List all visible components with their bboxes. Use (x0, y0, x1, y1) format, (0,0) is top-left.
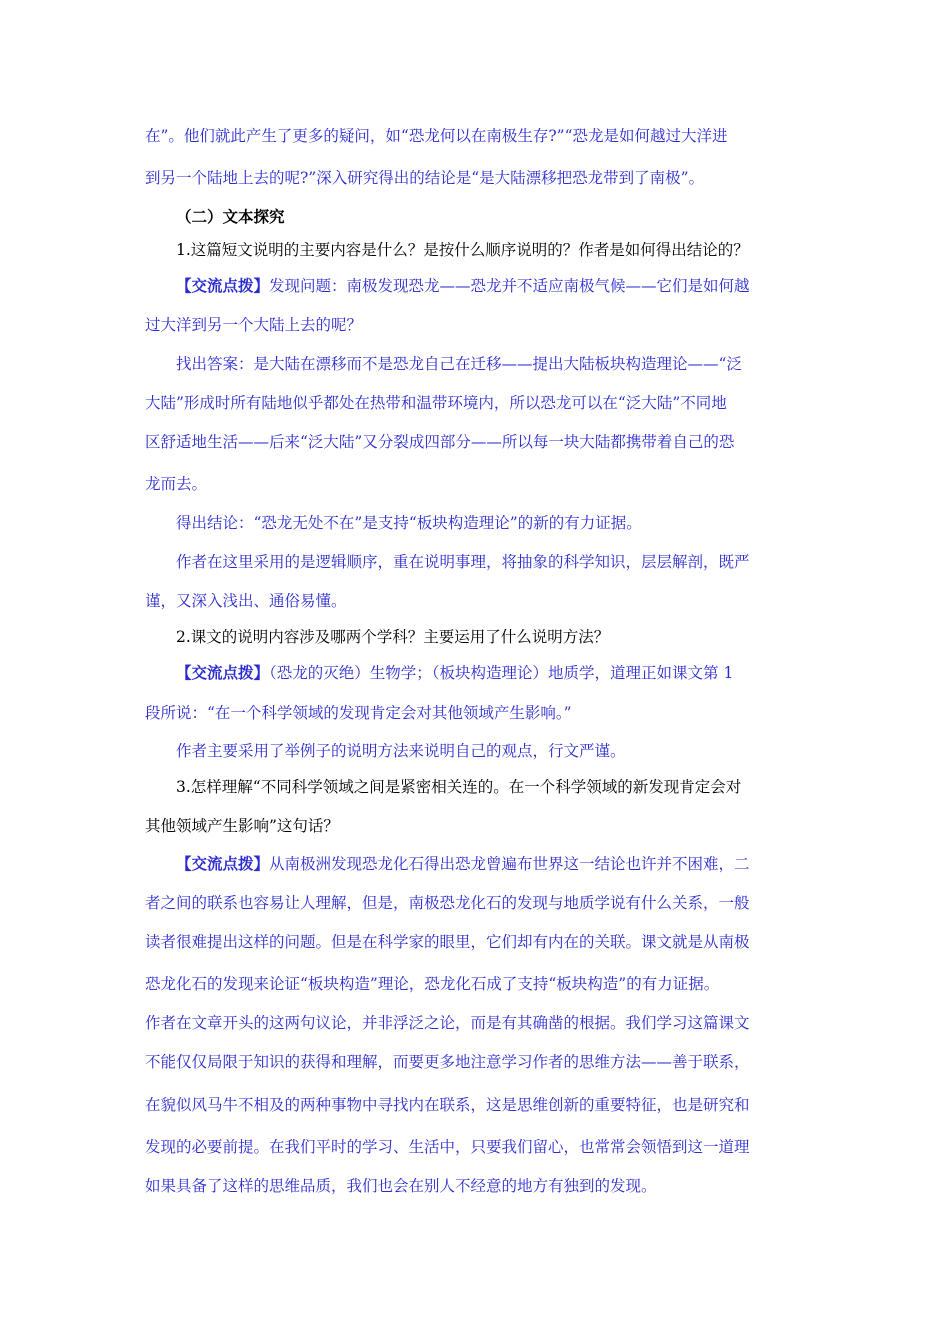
paragraph-line: 作者在文章开头的这两句议论，并非浮泛之论，而是有其确凿的根据。我们学习这篇课文 (145, 1014, 750, 1032)
answer-text: 发现问题：南极发现恐龙——恐龙并不适应南极气候——它们是如何越 (269, 277, 750, 295)
paragraph-line: 如果具备了这样的思维品质，我们也会在别人不经意的地方有独到的发现。 (145, 1177, 657, 1195)
question-2: 2.课文的说明内容涉及哪两个学科？主要运用了什么说明方法？ (176, 628, 610, 646)
paragraph-line: 龙而去。 (145, 475, 208, 493)
exchange-tip-label: 【交流点拨】 (176, 663, 270, 682)
answer-1-first-line (176, 276, 750, 296)
paragraph-line: 过大洋到另一个大陆上去的呢？ (145, 316, 363, 334)
paragraph-line: 不能仅仅局限于知识的获得和理解，而要更多地注意学习作者的思维方法——善于联系， (145, 1053, 750, 1071)
paragraph-line: 作者主要采用了举例子的说明方法来说明自己的观点，行文严谨。 (176, 742, 626, 760)
paragraph-line: 找出答案：是大陆在漂移而不是恐龙自己在迁移——提出大陆板块构造理论——“泛 (176, 355, 742, 373)
exchange-tip-label: 【交流点拨】 (176, 276, 270, 295)
section-heading: （二）文本探究 (176, 207, 285, 226)
paragraph-line: 作者在这里采用的是逻辑顺序，重在说明事理，将抽象的科学知识，层层解剖，既严 (176, 553, 750, 571)
paragraph-line: 在”。他们就此产生了更多的疑问，如“恐龙何以在南极生存?”“恐龙是如何越过大洋进 (145, 127, 728, 145)
question-3-line: 其他领域产生影响”这句话？ (145, 817, 339, 835)
exchange-tip-label: 【交流点拨】 (176, 854, 270, 873)
paragraph-line: 得出结论：“恐龙无处不在”是支持“板块构造理论”的新的有力证据。 (176, 514, 642, 532)
paragraph-line: 到另一个陆地上去的呢?”深入研究得出的结论是“是大陆漂移把恐龙带到了南极”。 (145, 169, 705, 187)
paragraph-line: 谨，又深入浅出、通俗易懂。 (145, 592, 347, 610)
answer-3-first-line (176, 854, 750, 874)
question-3: 3.怎样理解“不同科学领域之间是紧密相关连的。在一个科学领域的新发现肯定会对 (176, 778, 742, 796)
paragraph-line: 段所说：“在一个科学领域的发现肯定会对其他领域产生影响。” (145, 704, 572, 722)
question-1: 1.这篇短文说明的主要内容是什么？是按什么顺序说明的？作者是如何得出结论的？ (176, 241, 749, 259)
answer-text: 从南极洲发现恐龙化石得出恐龙曾遍布世界这一结论也许并不困难，二 (269, 855, 750, 873)
paragraph-line: 读者很难提出这样的问题。但是在科学家的眼里，它们却有内在的关联。课文就是从南极 (145, 933, 750, 951)
paragraph-line: 者之间的联系也容易让人理解，但是，南极恐龙化石的发现与地质学说有什么关系，一般 (145, 894, 750, 912)
answer-2-first-line (176, 663, 733, 683)
paragraph-line: 恐龙化石的发现来论证“板块构造”理论，恐龙化石成了支持“板块构造”的有力证据。 (145, 975, 720, 993)
paragraph-line: 区舒适地生活——后来“泛大陆”又分裂成四部分——所以每一块大陆都携带着自己的恐 (145, 433, 735, 451)
paragraph-line: 在貌似风马牛不相及的两种事物中寻找内在联系，这是思维创新的重要特征，也是研究和 (145, 1096, 750, 1114)
paragraph-line: 发现的必要前提。在我们平时的学习、生活中，只要我们留心，也常常会领悟到这一道理 (145, 1138, 750, 1156)
answer-text: （恐龙的灭绝）生物学；（板块构造理论）地质学，道理正如课文第 1 (269, 664, 734, 682)
paragraph-line: 大陆”形成时所有陆地似乎都处在热带和温带环境内，所以恐龙可以在“泛大陆”不同地 (145, 394, 727, 412)
